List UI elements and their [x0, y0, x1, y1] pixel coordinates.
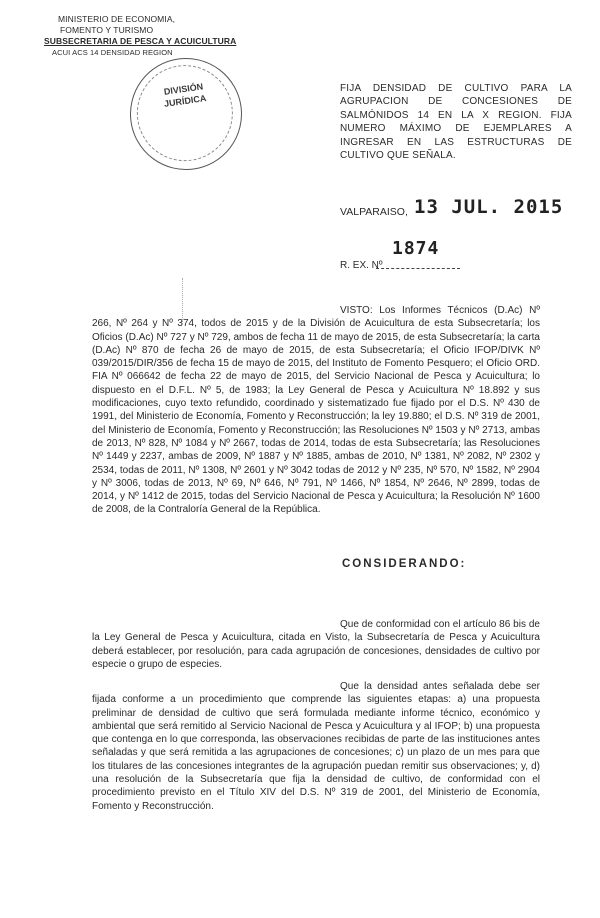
- resolution-number: 1874: [392, 238, 440, 259]
- letterhead: [44, 14, 244, 58]
- considerando-paragraph-2: Que la densidad antes señalada debe ser fijada conforme a un procedimiento que comprende las siguientes etapas: a) una propuesta preliminar de densidad de cultivo que será formulada mediante informe técnico, económico y ambiental que será remitido al Servicio Nacional de Pesca y Acuicultura y al IFOP; b) una propuesta que contenga en lo que corresponda, las observaciones recibidas de parte de las instituciones antes señaladas y que será remitida a las agrupaciones de concesiones; c) un plazo de un mes para que los titulares de las concesiones integrantes de la agrupación puedan remitir sus observaciones; y, d) una resolución de la Subsecretaría que fija la densidad de cultivo, de conformidad con el procedimiento previsto en el Título XIV del D.S. Nº 319 de 2001, del Ministerio de Economía, Fomento y Reconstrucción.: [92, 681, 540, 812]
- ministry-name: MINISTERIO DE ECONOMIA,: [58, 14, 176, 24]
- subsecretaria-name: SUBSECRETARIA DE PESCA Y ACUICULTURA: [44, 36, 237, 46]
- division-juridica-stamp: [123, 51, 249, 177]
- ministry-name-continued: FOMENTO Y TURISMO: [60, 25, 154, 35]
- stamp-line-2: JURÍDICA: [163, 93, 207, 109]
- file-reference: ACUI ACS 14 DENSIDAD REGION: [52, 48, 173, 57]
- document-title: FIJA DENSIDAD DE CULTIVO PARA LA AGRUPACION DE CONCESIONES DE SALMÓNIDOS 14 EN LA X REGION. FIJA NUMERO MÁXIMO DE EJEMPLARES A INGRESAR EN LAS ESTRUCTURAS DE CULTIVO QUE SEÑALA.: [340, 83, 572, 162]
- considerando-paragraph-1: Que de conformidad con el artículo 86 bis de la Ley General de Pesca y Acuicultura, citada en Visto, la Subsecretaría de Pesca y Acuicultura deberá establecer, por resolución, para cada agrupación de concesiones, densidades de cultivo por especie o grupo de especies.: [92, 619, 540, 670]
- place-label: VALPARAISO,: [340, 206, 408, 218]
- date-stamp: 13 JUL. 2015: [414, 196, 564, 218]
- resolution-underline: [376, 268, 460, 269]
- visto-paragraph: VISTO: Los Informes Técnicos (D.Ac) Nº 266, Nº 264 y Nº 374, todos de 2015 y de la División de Acuicultura de esta Subsecretaría; los Oficios (D.Ac) Nº 727 y Nº 729, ambos de fecha 11 de mayo de 2015, de esta Subsecretaría; la carta (D.Ac) Nº 870 de fecha 26 de mayo de 2015, de esta Subsecretaría; el Oficio IFOP/DIVK Nº 039/2015/DIR/356 de fecha 15 de mayo de 2015, del Instituto de Fomento Pesquero; el Oficio ORD. FIA Nº 066642 de fecha 22 de mayo de 2015, del Servicio Nacional de Pesca y Acuicultura; lo dispuesto en el D.F.L. Nº 5, de 1983; la Ley General de Pesca y Acuicultura Nº 18.892 y sus modificaciones, cuyo texto refundido, coordinado y sistematizado fue fijado por el D.S. Nº 430 de 1991, del Ministerio de Economía, Fomento y Reconstrucción; la ley 19.880; el D.S. Nº 319 de 2001, del Ministerio de Economía, Fomento y Reconstrucción; las Resoluciones Nº 1503 y Nº 2713, ambas de 2013, Nº 828, Nº 1084 y Nº 2667, todas de 2014, todas de esta Subsecretaría; las Resoluciones Nº 1449 y 2237, ambas de 2009, Nº 1887 y Nº 1885, ambas de 2010, Nº 1381, Nº 2082, Nº 2302 y 2534, todas de 2011, Nº 1308, Nº 2601 y Nº 3042 todas de 2012 y Nº 235, Nº 570, Nº 1582, Nº 2904 y Nº 3006, todas de 2013, Nº 69, Nº 646, Nº 791, Nº 1466, Nº 1854, Nº 2646, Nº 2899, todas de 2014, y Nº 1412 de 2015, todas del Servicio Nacional de Pesca y Acuicultura; la Resolución Nº 1600 de 2008, de la Contraloría General de la República.: [92, 305, 540, 516]
- stamp-line-1: DIVISIÓN: [163, 81, 204, 97]
- date-row: [340, 196, 580, 222]
- resolution-label: R. EX. Nº: [340, 260, 383, 271]
- considerando-heading: CONSIDERANDO:: [342, 558, 467, 570]
- stamp-ring: [131, 59, 239, 167]
